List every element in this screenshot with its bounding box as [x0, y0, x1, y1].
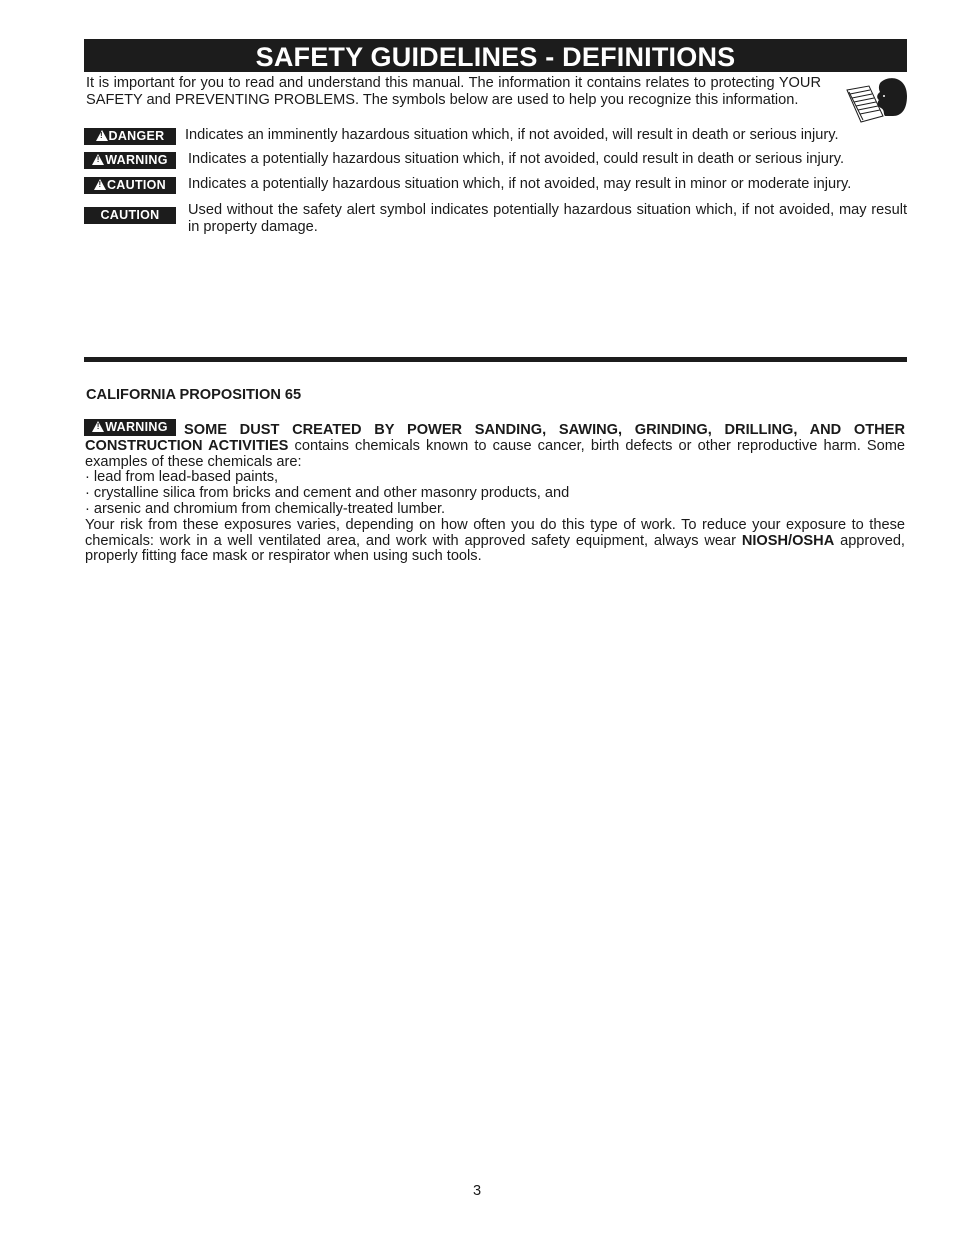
prop65-warning-label: !WARNING: [84, 419, 176, 436]
caution-alert-label: !CAUTION: [84, 177, 176, 194]
prop65-risk-bold: NIOSH/OSHA: [741, 532, 835, 549]
section-divider: [84, 357, 907, 362]
caution-definition: Used without the safety alert symbol indicates potentially hazardous situation which, if not avoided, may result in property damage.: [188, 202, 907, 235]
caution-label: CAUTION: [84, 207, 176, 224]
prop65-bullet: · lead from lead-based paints,: [85, 469, 279, 486]
safety-alert-icon: [96, 130, 108, 141]
prop65-lead-rest: contains chemicals known to cause cancer, birth defects or other reproductive harm. Some examples of these chemicals are:: [85, 437, 906, 470]
prop65-body: [85, 423, 905, 565]
safety-alert-icon: [92, 154, 104, 165]
intro-paragraph: It is important for you to read and understand this manual. The information it contains relates to protecting YOUR SAFETY and PREVENTING PROBLEMS. The symbols below are used to help you recognize this information.: [86, 75, 821, 108]
warning-definition: Indicates a potentially hazardous situation which, if not avoided, could result in death or serious injury.: [188, 151, 845, 167]
prop65-lead-bold: SOME DUST CREATED BY POWER SANDING, SAWING, GRINDING, DRILLING, AND OTHER CONSTRUCTION ACTIVITIES: [85, 422, 905, 454]
prop65-heading: CALIFORNIA PROPOSITION 65: [86, 387, 302, 403]
safety-alert-icon: [94, 179, 106, 190]
caution-alert-definition: Indicates a potentially hazardous situation which, if not avoided, may result in minor or moderate injury.: [188, 176, 852, 192]
prop65-risk: [85, 518, 905, 565]
manual-reading-icon: [843, 76, 909, 126]
prop65-bullet: · crystalline silica from bricks and cement and other masonry products, and: [85, 485, 570, 502]
warning-label: !WARNING: [84, 152, 176, 169]
danger-definition: Indicates an imminently hazardous situation which, if not avoided, will result in death or serious injury.: [185, 127, 839, 143]
page-title: SAFETY GUIDELINES - DEFINITIONS: [84, 39, 907, 72]
page-number: 3: [472, 1183, 482, 1199]
prop65-risk-text: Your risk from these exposures varies, depending on how often you do this type of work. To reduce your exposure to these chemicals: work in a well ventilated area, and work with approved safety equipment, always wear: [85, 516, 905, 549]
prop65-lead: [85, 423, 905, 470]
prop65-risk-end: approved, properly fitting face mask or respirator when using such tools.: [85, 532, 905, 565]
prop65-bullet: · arsenic and chromium from chemically-treated lumber.: [85, 500, 446, 517]
danger-label: !DANGER: [84, 128, 176, 145]
